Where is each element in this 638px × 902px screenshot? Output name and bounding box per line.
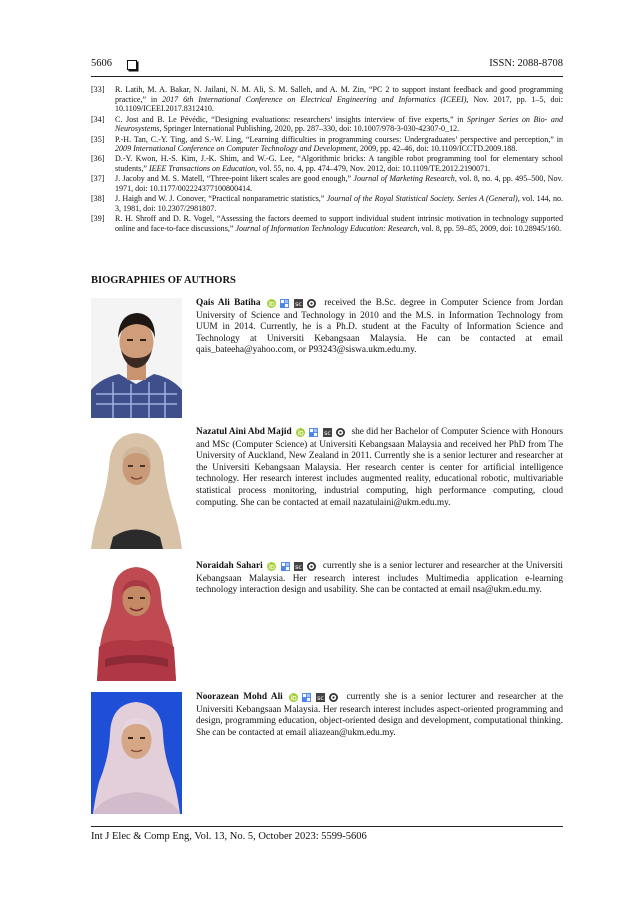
author-name: Qais Ali Batiha xyxy=(196,298,261,308)
profile-icons xyxy=(267,562,318,574)
author-bio-body: currently she is a senior lecturer and researcher at the Universiti Kebangsaan Malaysia. Her research interest includes aspect-oriented programming and design, programming education, object-oriented design and development, computational thinking. She can be contacted at email aliazean@ukm.edu.my. xyxy=(196,692,564,738)
profile-icons xyxy=(289,693,340,705)
google-scholar-icon[interactable] xyxy=(281,562,290,571)
page-number: 5606 xyxy=(91,58,112,69)
author-name: Nazatul Aini Abd Majid xyxy=(196,427,292,437)
reference-item: [39] R. H. Shroff and D. R. Vogel, “Assessing the factors deemed to support individual student intrinsic motivation in technology supported online and face-to-face discussions,” Journal of Information Technology Education: Research, vol. 8, pp. 59–85, 2009, doi: 10.28945/160. xyxy=(91,214,563,233)
author-bio-body: she did her Bachelor of Computer Science with Honours and MSc (Computer Science) at Universiti Kebangsaan Malaysia and received her PhD from The University of Auckland, New Zealand in 2011. Currently she is a senior lecturer and researcher at the Universiti Kebangsaan Malaysia. Her research center is center for artificial intelligence technology. Her research interest includes augmented reality, educational robotic, multivariable statistical process monitoring, industrial computing, high performance computing, cloud computing. She can be contacted at email nazatulaini@ukm.edu.my. xyxy=(196,427,563,508)
publons-icon[interactable] xyxy=(307,299,316,308)
page-header xyxy=(91,58,563,74)
orcid-icon[interactable] xyxy=(296,428,305,437)
author-name: Noorazean Mohd Ali xyxy=(196,692,283,702)
svg-text:sc: sc xyxy=(323,430,331,438)
reference-item: [38] J. Haigh and W. J. Conover, “Practical nonparametric statistics,” Journal of the Royal Statistical Society. Series A (General), vol. 144, no. 3, 1981, doi: 10.2307/2981807. xyxy=(91,194,564,213)
author-bio-text xyxy=(196,692,563,739)
author-bio-text xyxy=(196,427,563,509)
author-photo xyxy=(91,692,182,814)
footer-rule xyxy=(91,826,563,827)
author-photo xyxy=(91,298,182,418)
profile-icons xyxy=(267,299,318,311)
scopus-icon[interactable] xyxy=(294,299,303,308)
author-photo xyxy=(91,427,182,549)
scopus-icon[interactable] xyxy=(316,693,325,702)
reference-list xyxy=(91,85,563,234)
author-bio-body: currently she is a senior lecturer and researcher at the Universiti Kebangsaan Malaysia. Her research interest includes Multimedia application e-learning technology interaction design and usability. She can be contacted at email nsa@ukm.edu.my. xyxy=(196,561,563,596)
scopus-icon[interactable] xyxy=(323,428,332,437)
author-photo xyxy=(91,561,182,681)
reference-item: [37] J. Jacoby and M. S. Matell, “Three-point likert scales are good enough,” Journal of Marketing Research, vol. 8, no. 4, pp. 495–500, Nov. 1971, doi: 10.1177/002224377100800414. xyxy=(91,174,563,194)
google-scholar-icon[interactable] xyxy=(309,428,318,437)
svg-text:sc: sc xyxy=(294,301,302,309)
author-bio-text xyxy=(196,298,563,357)
google-scholar-icon[interactable] xyxy=(280,299,289,308)
reference-item: [33] R. Latih, M. A. Bakar, N. Jailani, N. M. Ali, S. M. Salleh, and A. M. Zin, “PC 2 to support instant feedback and good programming practice,” in 2017 6th International Conference on Electrical Engineering and Informatics (ICEEI), Nov. 2017, pp. 1–5, doi: 10.1109/ICEEI.2017.8312410. xyxy=(91,85,564,114)
scopus-icon[interactable] xyxy=(294,562,303,571)
svg-text:sc: sc xyxy=(316,695,324,703)
footer-citation: Int J Elec & Comp Eng, Vol. 13, No. 5, October 2023: 5599-5606 xyxy=(91,831,367,842)
publons-icon[interactable] xyxy=(336,428,345,437)
author-name: Noraidah Sahari xyxy=(196,561,263,571)
reference-item: [34] C. Jost and B. Le Pévédic, “Designing evaluations: researchers’ insights interview of five experts,” in Springer Series on Bio- and Neurosystems, Springer International Publishing, 2020, pp. 287–330, doi: 10.1007/978-3-030-42307-0_12. xyxy=(91,114,563,134)
publons-icon[interactable] xyxy=(307,562,316,571)
author-bio-text xyxy=(196,561,563,597)
reference-item: [36] D.-Y. Kwon, H.-S. Kim, J.-K. Shim, and W.-G. Lee, “Algorithmic bricks: A tangible robot programming tool for elementary school students,” IEEE Transactions on Education, vol. 55, no. 4, pp. 474–479, Nov. 2012, doi: 10.1109/TE.2012.2190071. xyxy=(91,154,563,174)
header-rule xyxy=(91,76,563,77)
google-scholar-icon[interactable] xyxy=(302,693,311,702)
orcid-icon[interactable] xyxy=(289,693,298,702)
square-bullet-icon xyxy=(127,60,137,70)
issn-label: ISSN: 2088-8708 xyxy=(489,58,563,69)
reference-item: [35] P.-H. Tan, C.-Y. Ting, and S.-W. Ling, “Learning difficulties in programming courses: Undergraduates’ perspective and perception,” in 2009 International Conference on Computer Technology and Development, 2009, pp. 42–46, doi: 10.1109/ICCTD.2009.188. xyxy=(91,134,563,154)
profile-icons xyxy=(296,428,347,440)
publons-icon[interactable] xyxy=(329,693,338,702)
svg-text:sc: sc xyxy=(295,564,302,572)
orcid-icon[interactable] xyxy=(267,562,276,571)
orcid-icon[interactable] xyxy=(267,299,276,308)
author-bio-body: received the B.Sc. degree in Computer Science from Jordan University of Science and Technology in 2010 and the M.S. in Information Technology from UUM in 2014. Currently, he is a Ph.D. student at the Faculty of Information Science and Technology at Universiti Kebangsaan Malaysia. He can be contacted at email qais_bateeha@yahoo.com, or P93243@siswa.ukm.edu.my. xyxy=(196,298,563,356)
biographies-heading: BIOGRAPHIES OF AUTHORS xyxy=(91,275,236,286)
